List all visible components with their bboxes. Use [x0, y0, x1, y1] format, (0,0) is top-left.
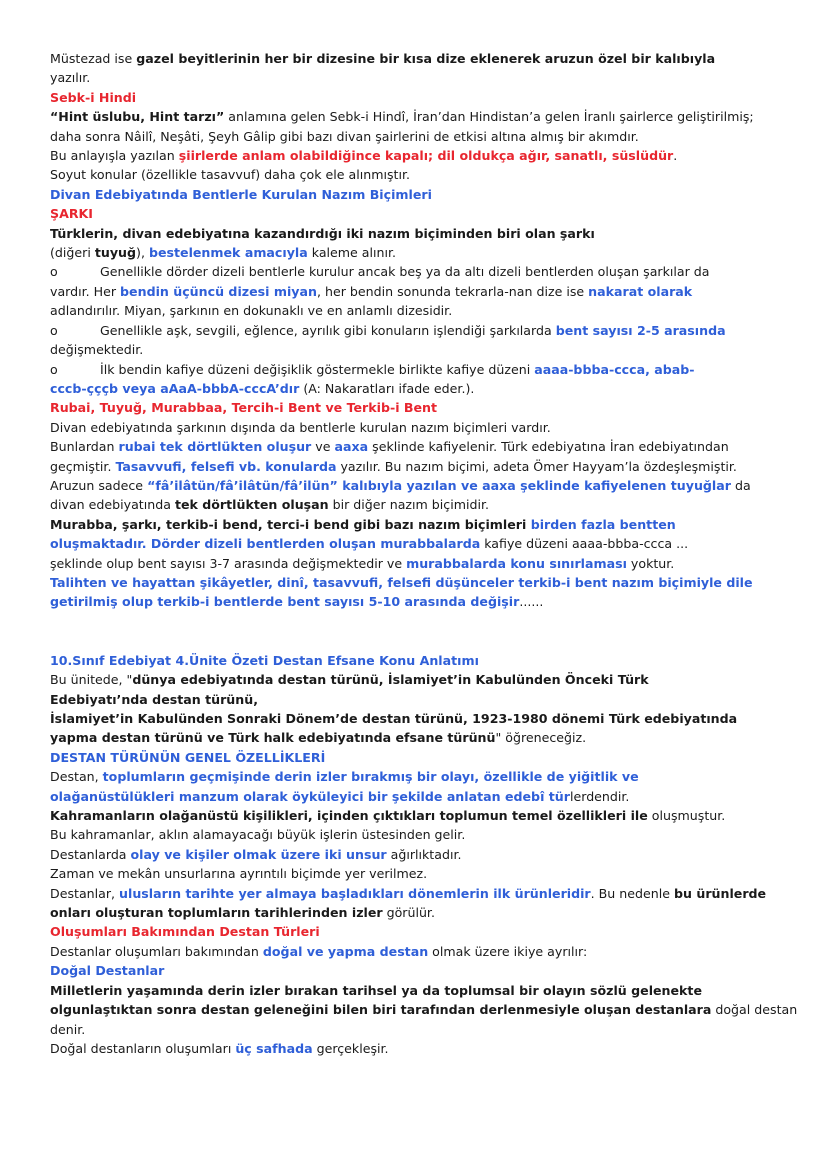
body-text: Zaman ve mekân unsurlarına ayrıntılı biçimde yer verilmez.	[50, 866, 428, 882]
body-text: değişmektedir.	[50, 342, 144, 358]
text-line	[50, 457, 765, 476]
body-text: denir.	[50, 1021, 86, 1037]
bold-text: onları oluşturan toplumların tarihlerinden izler	[50, 905, 383, 921]
highlight-text: üç safhada	[235, 1040, 313, 1056]
text-line	[50, 107, 765, 126]
body-text: görülür.	[382, 905, 435, 921]
text-line	[50, 1000, 798, 1019]
highlight-text: bendin üçüncü dizesi miyan	[120, 283, 317, 299]
highlight-text: nakarat olarak	[588, 283, 693, 299]
heading-text: ŞARKI	[50, 206, 93, 222]
body-text: Destanlar oluşumları bakımından	[50, 943, 263, 959]
body-text: Genellikle aşk, sevgili, eğlence, ayrılık gibi konuların işlendiği şarkılarda	[100, 322, 556, 338]
body-text: oluşmuştur.	[647, 808, 726, 824]
highlight-text: olağanüstülükleri manzum olarak öyküleyici bir şekilde anlatan edebî tür	[50, 788, 570, 804]
body-text: doğal destan	[711, 1002, 798, 1018]
body-text: Bunlardan	[50, 439, 119, 455]
highlight-text: doğal ve yapma destan	[262, 943, 429, 959]
highlight-text: Talihten ve hayattan şikâyetler, dinî, tasavvufi, felsefi düşünceler terkib-i bent nazım biçimiyle dile	[50, 574, 753, 590]
text-line	[50, 515, 765, 534]
text-line	[50, 903, 765, 922]
highlight-text: Divan Edebiyatında Bentlerle Kurulan Nazım Biçimleri	[50, 186, 432, 202]
body-text: divan edebiyatında	[50, 497, 175, 513]
highlight-text: 10.Sınıf Edebiyat 4.Ünite Özeti Destan Efsane Konu Anlatımı	[50, 652, 479, 668]
body-text: Destanlarda	[50, 846, 131, 862]
highlight-text: murabbalarda konu sınırlaması	[406, 555, 627, 571]
highlight-text: cccb-çççb veya aAaA-bbbA-cccA’dır	[50, 380, 300, 396]
text-line	[50, 748, 765, 767]
bold-text: dünya edebiyatında destan türünü, İslamiyet’in Kabulünden Önceki Türk	[132, 672, 649, 688]
text-line	[50, 864, 765, 883]
body-text: . Bu nedenle	[590, 885, 674, 901]
text-line	[50, 68, 765, 87]
bold-text: Murabba, şarkı, terkib-i bend, terci-i bend gibi bazı nazım biçimleri	[50, 516, 531, 532]
text-line	[50, 573, 765, 592]
body-text: ve	[311, 439, 335, 455]
highlight-text: getirilmiş olup terkib-i bentlerde bent sayısı 5-10 arasında değişir	[50, 594, 520, 610]
text-line	[50, 651, 765, 670]
body-text: olmak üzere ikiye ayrılır:	[428, 943, 588, 959]
body-text: ......	[519, 594, 544, 610]
bold-text: olgunlaştıktan sonra destan geleneğini bilen biri tarafından derlenmesiyle oluşan destanlara	[50, 1002, 712, 1018]
bold-text: tek dörtlükten oluşan	[174, 497, 329, 513]
bold-text: yapma destan türünü ve Türk halk edebiyatında efsane türünü	[50, 730, 496, 746]
bold-text: Milletlerin yaşamında derin izler bırakan tarihsel ya da toplumsal bir olayın sözlü gelenekte	[50, 982, 702, 998]
highlight-text: ulusların tarihte yer almaya başladıkları dönemlerin ilk ürünleridir	[119, 885, 591, 901]
highlight-text: oluşmaktadır. Dörder dizeli bentlerden oluşan murabbalarda	[50, 536, 481, 552]
bold-text: tuyuğ	[94, 245, 137, 261]
text-line	[50, 825, 765, 844]
bold-text: “Hint üslubu, Hint tarzı”	[50, 109, 225, 125]
text-line	[50, 49, 765, 68]
body-text: geçmiştir.	[50, 458, 116, 474]
text-line	[50, 554, 765, 573]
text-line	[50, 534, 765, 553]
text-line	[50, 321, 765, 340]
text-line	[50, 398, 765, 417]
text-line	[50, 592, 765, 611]
body-text: Bu ünitede, "	[50, 672, 133, 688]
text-line	[50, 146, 765, 165]
text-line	[50, 127, 765, 146]
body-text: (A: Nakaratları ifade eder.).	[299, 380, 475, 396]
body-text: Divan edebiyatında şarkının dışında da bentlerle kurulan nazım biçimleri vardır.	[50, 419, 551, 435]
heading-text: Oluşumları Bakımından Destan Türleri	[50, 924, 320, 940]
text-line	[50, 360, 765, 379]
highlight-text: Tasavvufi, felsefi vb. konularda	[115, 458, 337, 474]
highlight-text: aaaa-bbba-ccca, abab-	[534, 361, 695, 377]
body-text: Destanlar,	[50, 885, 120, 901]
body-text: yazılır. Bu nazım biçimi, adeta Ömer Hayyam’la özdeşleşmiştir.	[336, 458, 737, 474]
text-line	[50, 437, 765, 456]
text-line	[50, 728, 765, 747]
text-line	[50, 340, 765, 359]
section-gap	[50, 612, 765, 651]
body-text: da	[730, 477, 751, 493]
bold-text: Kahramanların olağanüstü kişilikleri, içinden çıktıkları toplumun temel özellikleri ile	[50, 808, 648, 824]
text-line	[50, 981, 765, 1000]
body-text: şeklinde kafiyelenir. Türk edebiyatına İran edebiyatından	[368, 439, 729, 455]
body-text: şeklinde olup bent sayısı 3-7 arasında değişmektedir ve	[50, 555, 407, 571]
text-line	[50, 767, 765, 786]
highlight-text: bestelenmek amacıyla	[148, 245, 308, 261]
text-line	[50, 379, 765, 398]
text-line	[50, 418, 765, 437]
body-text: , her bendin sonunda tekrarla-nan dize ise	[316, 283, 589, 299]
text-line	[50, 942, 765, 961]
text-line	[50, 204, 765, 223]
text-line	[50, 282, 765, 301]
body-text: yoktur.	[626, 555, 675, 571]
bold-text: gazel beyitlerinin her bir dizesine bir kısa dize eklenerek aruzun özel bir kalıbıyla	[136, 51, 716, 66]
text-line	[50, 787, 765, 806]
text-line	[50, 1039, 765, 1058]
text-line	[50, 670, 765, 689]
body-text: daha sonra Nâilî, Neşâti, Şeyh Gâlip gibi bazı divan şairlerini de etkisi altına almış bir akımdır.	[50, 128, 639, 144]
text-line	[50, 961, 765, 980]
body-text: lerdendir.	[569, 788, 630, 804]
body-text: anlamına gelen Sebk-i Hindî, İran’dan Hindistan’a gelen İranlı şairlerce geliştirilmiş;	[224, 109, 754, 125]
text-line	[50, 476, 765, 495]
text-line	[50, 884, 765, 903]
heading-text: şiirlerde anlam olabildiğince kapalı; dil oldukça ağır, sanatlı, süslüdür	[178, 148, 674, 164]
highlight-text: aaxa	[334, 439, 369, 455]
bullet-marker: o	[50, 322, 58, 338]
body-text: Soyut konular (özellikle tasavvuf) daha çok ele alınmıştır.	[50, 167, 410, 183]
text-line	[50, 806, 765, 825]
body-text: Bu kahramanlar, aklın alamayacağı büyük işlerin üstesinden gelir.	[50, 827, 466, 843]
highlight-text: Doğal Destanlar	[50, 963, 165, 979]
text-line	[50, 495, 765, 514]
text-line	[50, 845, 765, 864]
body-text: yazılır.	[50, 70, 91, 86]
heading-text: Sebk-i Hindi	[50, 89, 137, 105]
text-line	[50, 88, 765, 107]
body-text: İlk bendin kafiye düzeni değişiklik göstermekle birlikte kafiye düzeni	[100, 361, 535, 377]
text-line	[50, 262, 765, 281]
body-text: " öğreneceğiz.	[495, 730, 587, 746]
highlight-text: olay ve kişiler olmak üzere iki unsur	[130, 846, 387, 862]
bold-text: İslamiyet’in Kabulünden Sonraki Dönem’de destan türünü, 1923-1980 dönemi Türk edebiyatında	[50, 711, 738, 726]
text-line	[50, 690, 765, 709]
body-text: Aruzun sadece	[50, 477, 148, 493]
bullet-marker: o	[50, 264, 58, 280]
highlight-text: toplumların geçmişinde derin izler bırakmış bir olayı, özellikle de yiğitlik ve	[102, 769, 639, 785]
text-line	[50, 243, 765, 262]
text-line	[50, 922, 765, 941]
body-text: Genellikle dörder dizeli bentlerle kurulur ancak beş ya da altı dizeli bentlerden oluşan şarkılar da	[100, 264, 710, 280]
bullet-marker: o	[50, 361, 58, 377]
highlight-text: birden fazla bentten	[530, 516, 676, 532]
highlight-text: rubai tek dörtlükten oluşur	[118, 439, 312, 455]
highlight-text: “fâ’ilâtün/fâ’ilâtün/fâ’ilün” kalıbıyla yazılan ve aaxa şeklinde kafiyelenen tuyuğlar	[147, 477, 731, 493]
body-text: .	[673, 148, 678, 164]
body-text: adlandırılır. Miyan, şarkının en dokunaklı ve en anlamlı dizesidir.	[50, 303, 453, 319]
text-line	[50, 165, 765, 184]
text-line	[50, 224, 765, 243]
body-text: Doğal destanların oluşumları	[50, 1040, 236, 1056]
body-text: Müstezad ise	[50, 51, 137, 66]
text-line	[50, 301, 765, 320]
body-text: ağırlıktadır.	[386, 846, 462, 862]
text-line	[50, 709, 765, 728]
highlight-text: bent sayısı 2-5 arasında	[555, 322, 726, 338]
body-text: (diğeri	[50, 245, 95, 261]
heading-text: Rubai, Tuyuğ, Murabbaa, Tercih-i Bent ve Terkib-i Bent	[50, 400, 438, 416]
bold-text: Edebiyatı’nda destan türünü,	[50, 691, 258, 707]
bold-text: bu ürünlerde	[674, 885, 767, 901]
bold-text: Türklerin, divan edebiyatına kazandırdığı iki nazım biçiminden biri olan şarkı	[50, 225, 595, 241]
body-text: Bu anlayışla yazılan	[50, 148, 179, 164]
body-text: gerçekleşir.	[312, 1040, 389, 1056]
highlight-text: DESTAN TÜRÜNÜN GENEL ÖZELLİKLERİ	[50, 749, 326, 765]
body-text: kaleme alınır.	[307, 245, 397, 261]
text-line	[50, 1020, 765, 1039]
body-text: kafiye düzeni aaaa-bbba-ccca ...	[480, 536, 689, 552]
body-text: ),	[136, 245, 149, 261]
body-text: bir diğer nazım biçimidir.	[328, 497, 489, 513]
body-text: vardır. Her	[50, 283, 121, 299]
body-text: Destan,	[50, 769, 103, 785]
text-line	[50, 185, 765, 204]
document-page	[50, 49, 798, 1058]
